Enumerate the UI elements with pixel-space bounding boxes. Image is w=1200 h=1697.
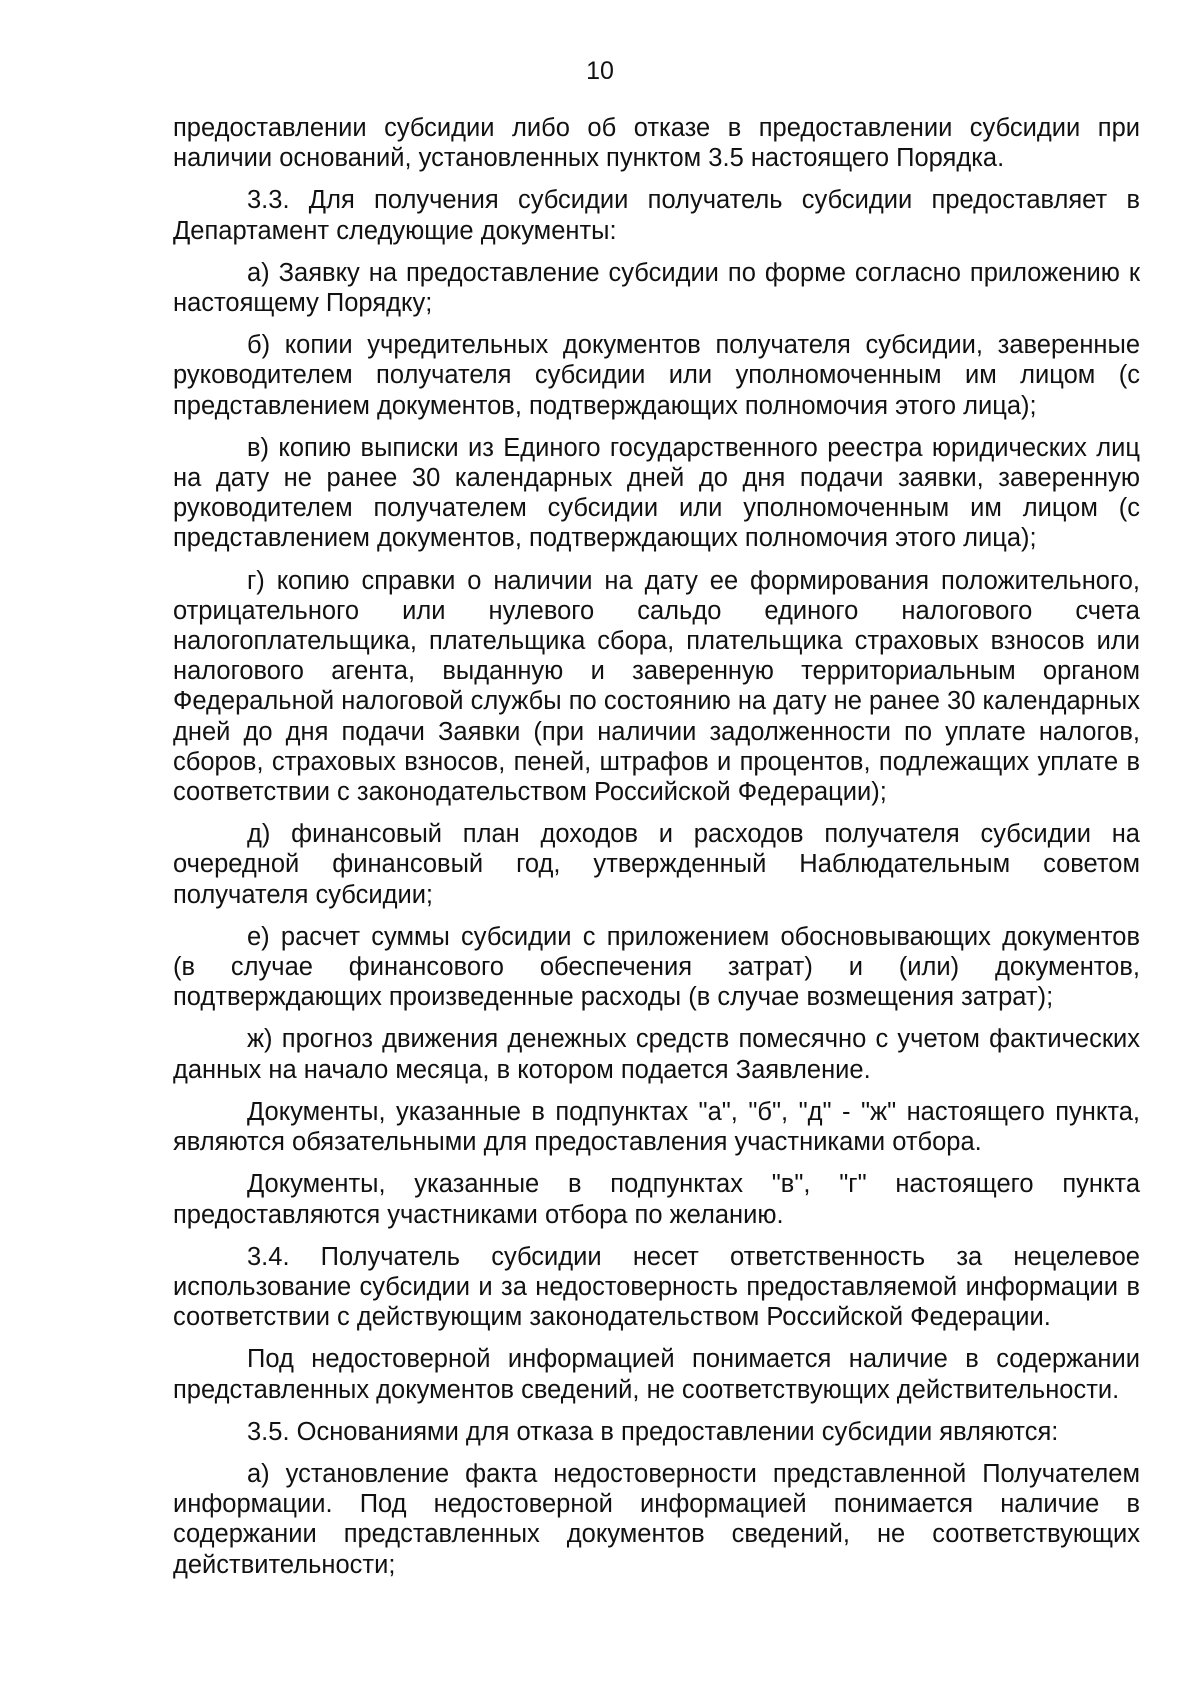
paragraph-optional-documents: Документы, указанные в подпунктах "в", "г" настоящего пункта предоставляются участниками отбора по желанию. (173, 1170, 1140, 1229)
paragraph-3-3: 3.3. Для получения субсидии получатель субсидии предоставляет в Департамент следующие документы: (173, 186, 1140, 245)
document-body (173, 113, 1140, 1592)
paragraph-continuation: предоставлении субсидии либо об отказе в предоставлении субсидии при наличии оснований, установленных пунктом 3.5 настоящего Порядка. (173, 114, 1140, 173)
paragraph-3-5: 3.5. Основаниями для отказа в предоставлении субсидии являются: (247, 1417, 1059, 1446)
paragraph-3-3-v: в) копию выписки из Единого государственного реестра юридических лиц на дату не ранее 30 календарных дней до дня подачи заявки, заверенную руководителем получателем субсидии или уполномоченным им лицом (с представлением документов, подтверждающих полномочия этого лица); (173, 433, 1140, 553)
paragraph-3-4: 3.4. Получатель субсидии несет ответственность за нецелевое использование субсидии и за недостоверность предоставляемой информации в соответствии с действующим законодательством Российской Федерации. (173, 1242, 1140, 1332)
paragraph-3-3-d: д) финансовый план доходов и расходов получателя субсидии на очередной финансовый год, утвержденный Наблюдательным советом получателя субсидии; (173, 820, 1140, 909)
paragraph-3-3-g: г) копию справки о наличии на дату ее формирования положительного, отрицательного или нулевого сальдо единого налогового счета налогоплательщика, плательщика сбора, плательщика страховых взносов или налогового агента, выданную и заверенную территориальным органом Федеральной налоговой службы по состоянию на дату не ранее 30 календарных дней до дня подачи Заявки (при наличии задолженности по уплате налогов, сборов, страховых взносов, пеней, штрафов и процентов, подлежащих уплате в соответствии с законодательством Российской Федерации); (173, 566, 1140, 807)
paragraph-3-3-e: е) расчет суммы субсидии с приложением обосновывающих документов (в случае финансового обеспечения затрат) и (или) документов, подтверждающих произведенные расходы (в случае возмещения затрат); (173, 922, 1140, 1012)
paragraph-mandatory-documents: Документы, указанные в подпунктах "а", "б", "д" - "ж" настоящего пункта, являются обязательными для предоставления участниками отбора. (173, 1097, 1140, 1157)
paragraph-false-information: Под недостоверной информацией понимается наличие в содержании представленных документов сведений, не соответствующих действительности. (173, 1345, 1140, 1404)
paragraph-3-5-a: а) установление факта недостоверности представленной Получателем информации. Под недостоверной информацией понимается наличие в содержании представленных документов сведений, не соответствующих действительности; (173, 1459, 1140, 1579)
paragraph-3-3-zh: ж) прогноз движения денежных средств помесячно с учетом фактических данных на начало месяца, в котором подается Заявление. (173, 1025, 1140, 1084)
paragraph-3-3-a: а) Заявку на предоставление субсидии по форме согласно приложению к настоящему Порядку; (173, 258, 1140, 318)
paragraph-3-3-b: б) копии учредительных документов получателя субсидии, заверенные руководителем получателя субсидии или уполномоченным им лицом (с представлением документов, подтверждающих полномочия этого лица); (173, 331, 1140, 420)
page-number: 10 (586, 57, 614, 85)
